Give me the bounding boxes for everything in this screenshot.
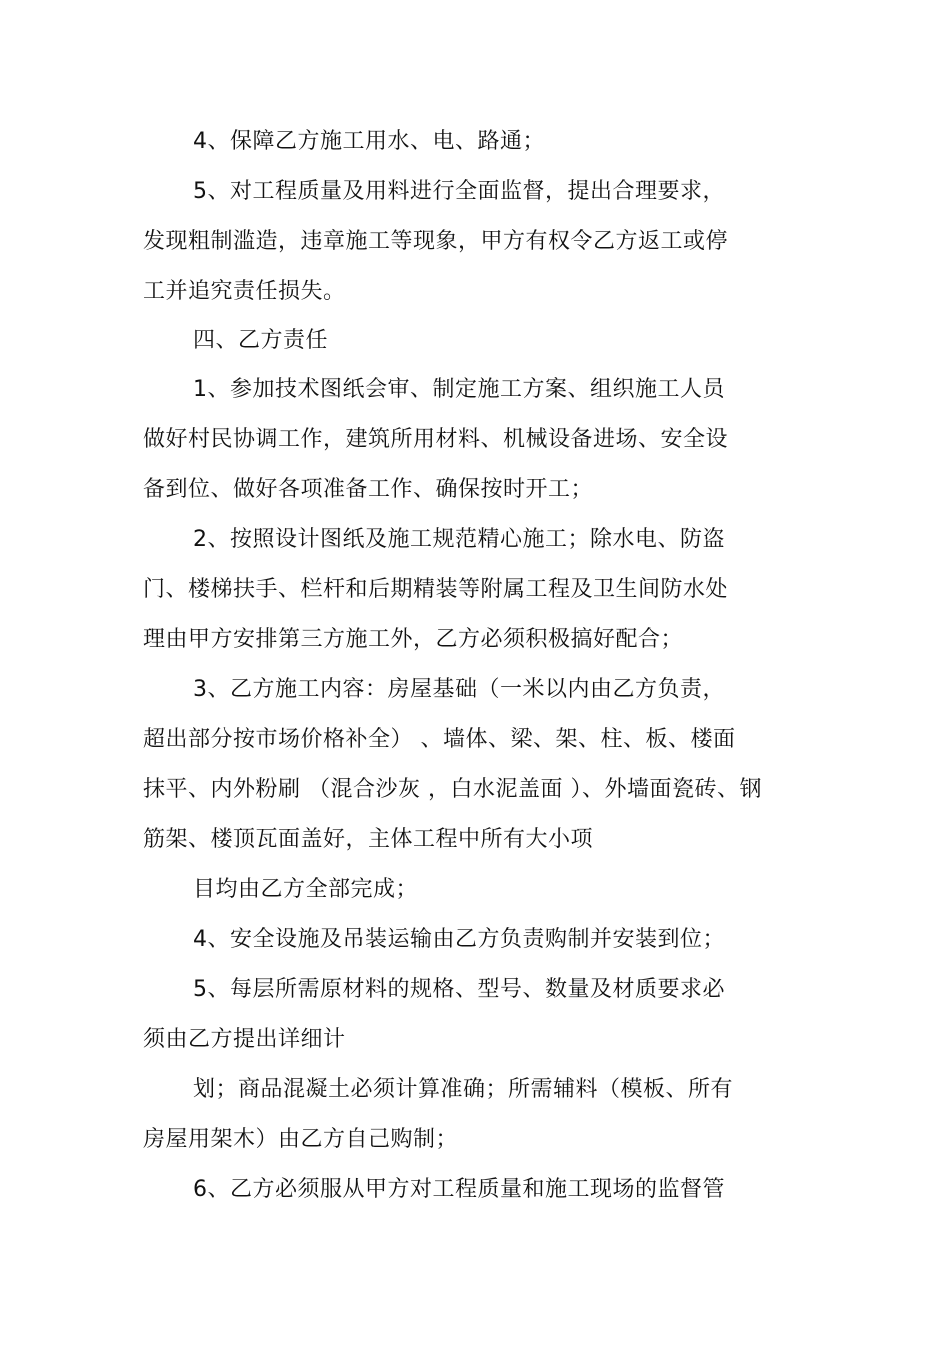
- text-line: 划；商品混凝土必须计算准确；所需辅料（模板、所有: [193, 1077, 734, 1102]
- text-line: 备到位、做好各项准备工作、确保按时开工；: [143, 477, 594, 502]
- text-line: 目均由乙方全部完成；: [193, 877, 419, 902]
- text-line: 超出部分按市场价格补全） 、墙体、梁、架、柱、板、楼面: [143, 727, 736, 752]
- text-line: 做好村民协调工作，建筑所用材料、机械设备进场、安全设: [143, 427, 729, 452]
- text-line: 4、保障乙方施工用水、电、路通；: [193, 129, 545, 154]
- text-line: 4、安全设施及吊装运输由乙方负责购制并安装到位；: [193, 927, 725, 952]
- text-line: 筋架、楼顶瓦面盖好，主体工程中所有大小项: [143, 827, 594, 852]
- text-line: 3、乙方施工内容：房屋基础（一米以内由乙方负责，: [193, 677, 725, 702]
- text-line: 抹平、内外粉刷 （混合沙灰 ，白水泥盖面 ）、外墙面瓷砖、钢: [143, 777, 762, 802]
- text-line: 须由乙方提出详细计: [143, 1027, 346, 1052]
- text-line: 房屋用架木）由乙方自己购制；: [143, 1127, 459, 1152]
- text-line: 发现粗制滥造，违章施工等现象，甲方有权令乙方返工或停: [143, 229, 729, 254]
- text-line: 工并追究责任损失。: [143, 279, 346, 304]
- text-line: 2、按照设计图纸及施工规范精心施工；除水电、防盗: [193, 527, 725, 552]
- text-line: 5、每层所需原材料的规格、型号、数量及材质要求必: [193, 977, 725, 1002]
- text-line: 5、对工程质量及用料进行全面监督，提出合理要求，: [193, 179, 725, 204]
- text-line: 理由甲方安排第三方施工外，乙方必须积极搞好配合；: [143, 627, 684, 652]
- text-line: 6、乙方必须服从甲方对工程质量和施工现场的监督管: [193, 1177, 725, 1202]
- text-line: 门、楼梯扶手、栏杆和后期精装等附属工程及卫生间防水处: [143, 577, 729, 602]
- text-line: 1、参加技术图纸会审、制定施工方案、组织施工人员: [193, 377, 725, 402]
- section-heading: 四、乙方责任: [193, 328, 329, 353]
